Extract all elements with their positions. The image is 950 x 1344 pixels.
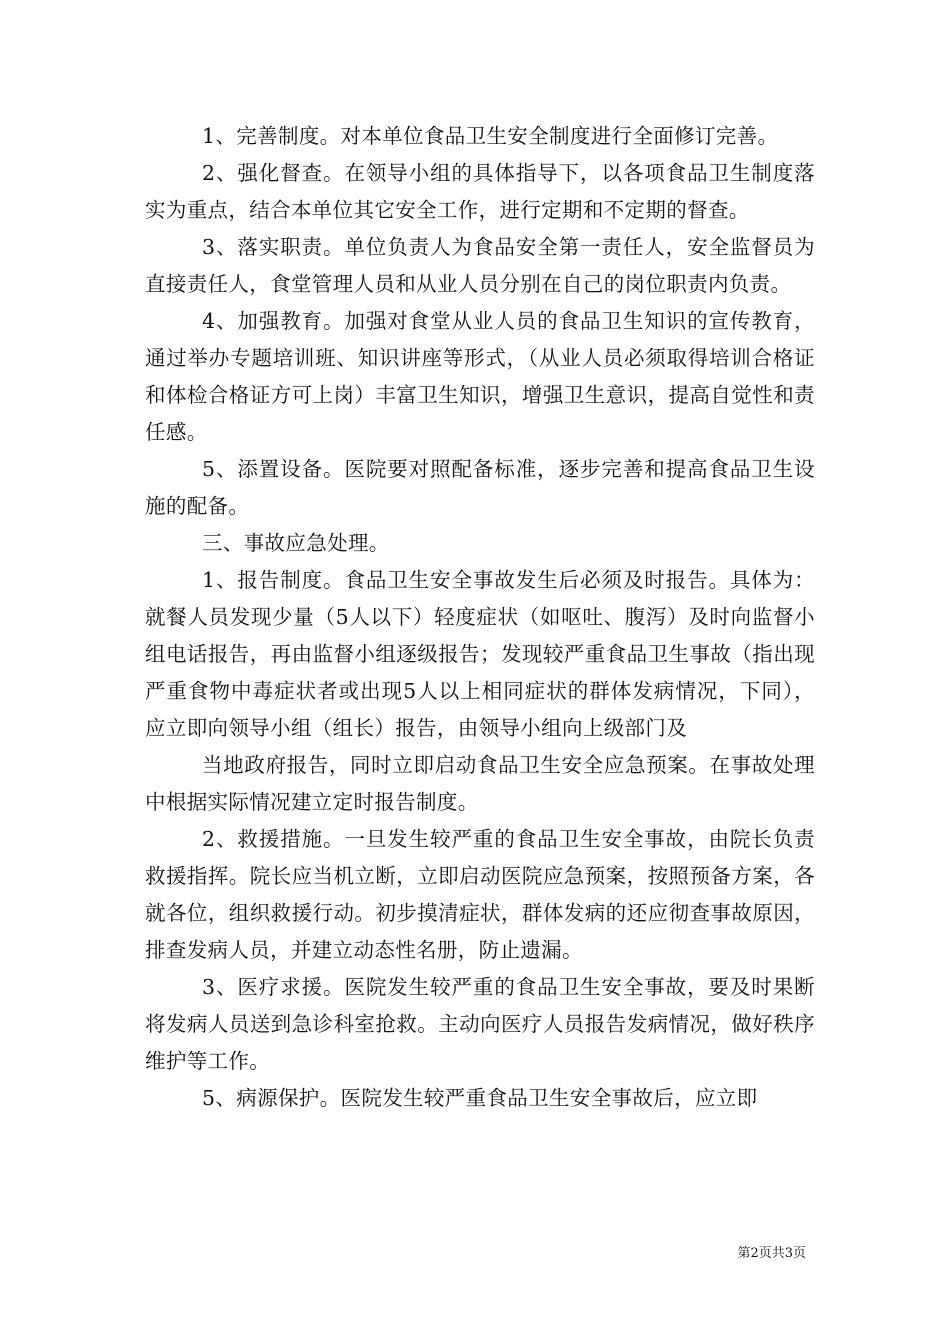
- paragraph-report-system-continued: 当地政府报告，同时立即启动食品卫生安全应急预案。在事故处理中根据实际情况建立定时报告制度。: [145, 753, 815, 814]
- paragraph-implement-responsibility: 3、落实职责。单位负责人为食品安全第一责任人，安全监督员为直接责任人，食堂管理人员和从业人员分别在自己的岗位职责内负责。: [145, 235, 815, 296]
- section-heading-emergency: 三、事故应急处理。: [202, 531, 390, 555]
- paragraph-add-equipment: 5、添置设备。医院要对照配备标准，逐步完善和提高食品卫生设施的配备。: [145, 457, 815, 518]
- document-body: [145, 118, 815, 1117]
- paragraph-strengthen-supervision: 2、强化督查。在领导小组的具体指导下，以各项食品卫生制度落实为重点，结合本单位其它安全工作，进行定期和不定期的督查。: [145, 161, 815, 222]
- paragraph-rescue-measures: 2、救援措施。一旦发生较严重的食品卫生安全事故，由院长负责救援指挥。院长应当机立断，立即启动医院应急预案，按照预备方案，各就各位，组织救援行动。初步摸清症状，群体发病的还应彻查事故原因，排查发病人员，并建立动态性名册，防止遗漏。: [145, 827, 815, 962]
- paragraph-improve-system: 1、完善制度。对本单位食品卫生安全制度进行全面修订完善。: [202, 124, 779, 148]
- paragraph-source-protection: 5、病源保护。医院发生较严重食品卫生安全事故后，应立即: [202, 1086, 758, 1110]
- paragraph-report-system: 1、报告制度。食品卫生安全事故发生后必须及时报告。具体为：就餐人员发现少量（5人以下）轻度症状（如呕吐、腹泻）及时向监督小组电话报告，再由监督小组逐级报告；发现较严重食品卫生事故（指出现严重食物中毒症状者或出现5人以上相同症状的群体发病情况，下同），应立即向领导小组（组长）报告，由领导小组向上级部门及: [145, 568, 815, 740]
- paragraph-medical-rescue: 3、医疗求援。医院发生较严重的食品卫生安全事故，要及时果断将发病人员送到急诊科室抢救。主动向医疗人员报告发病情况，做好秩序维护等工作。: [145, 975, 815, 1073]
- paragraph-strengthen-education: 4、加强教育。加强对食堂从业人员的食品卫生知识的宣传教育，通过举办专题培训班、知识讲座等形式，（从业人员必须取得培训合格证和体检合格证方可上岗）丰富卫生知识，增强卫生意识，提高自觉性和责任感。: [145, 309, 815, 444]
- page-number-footer: 第2页共3页: [737, 1246, 806, 1261]
